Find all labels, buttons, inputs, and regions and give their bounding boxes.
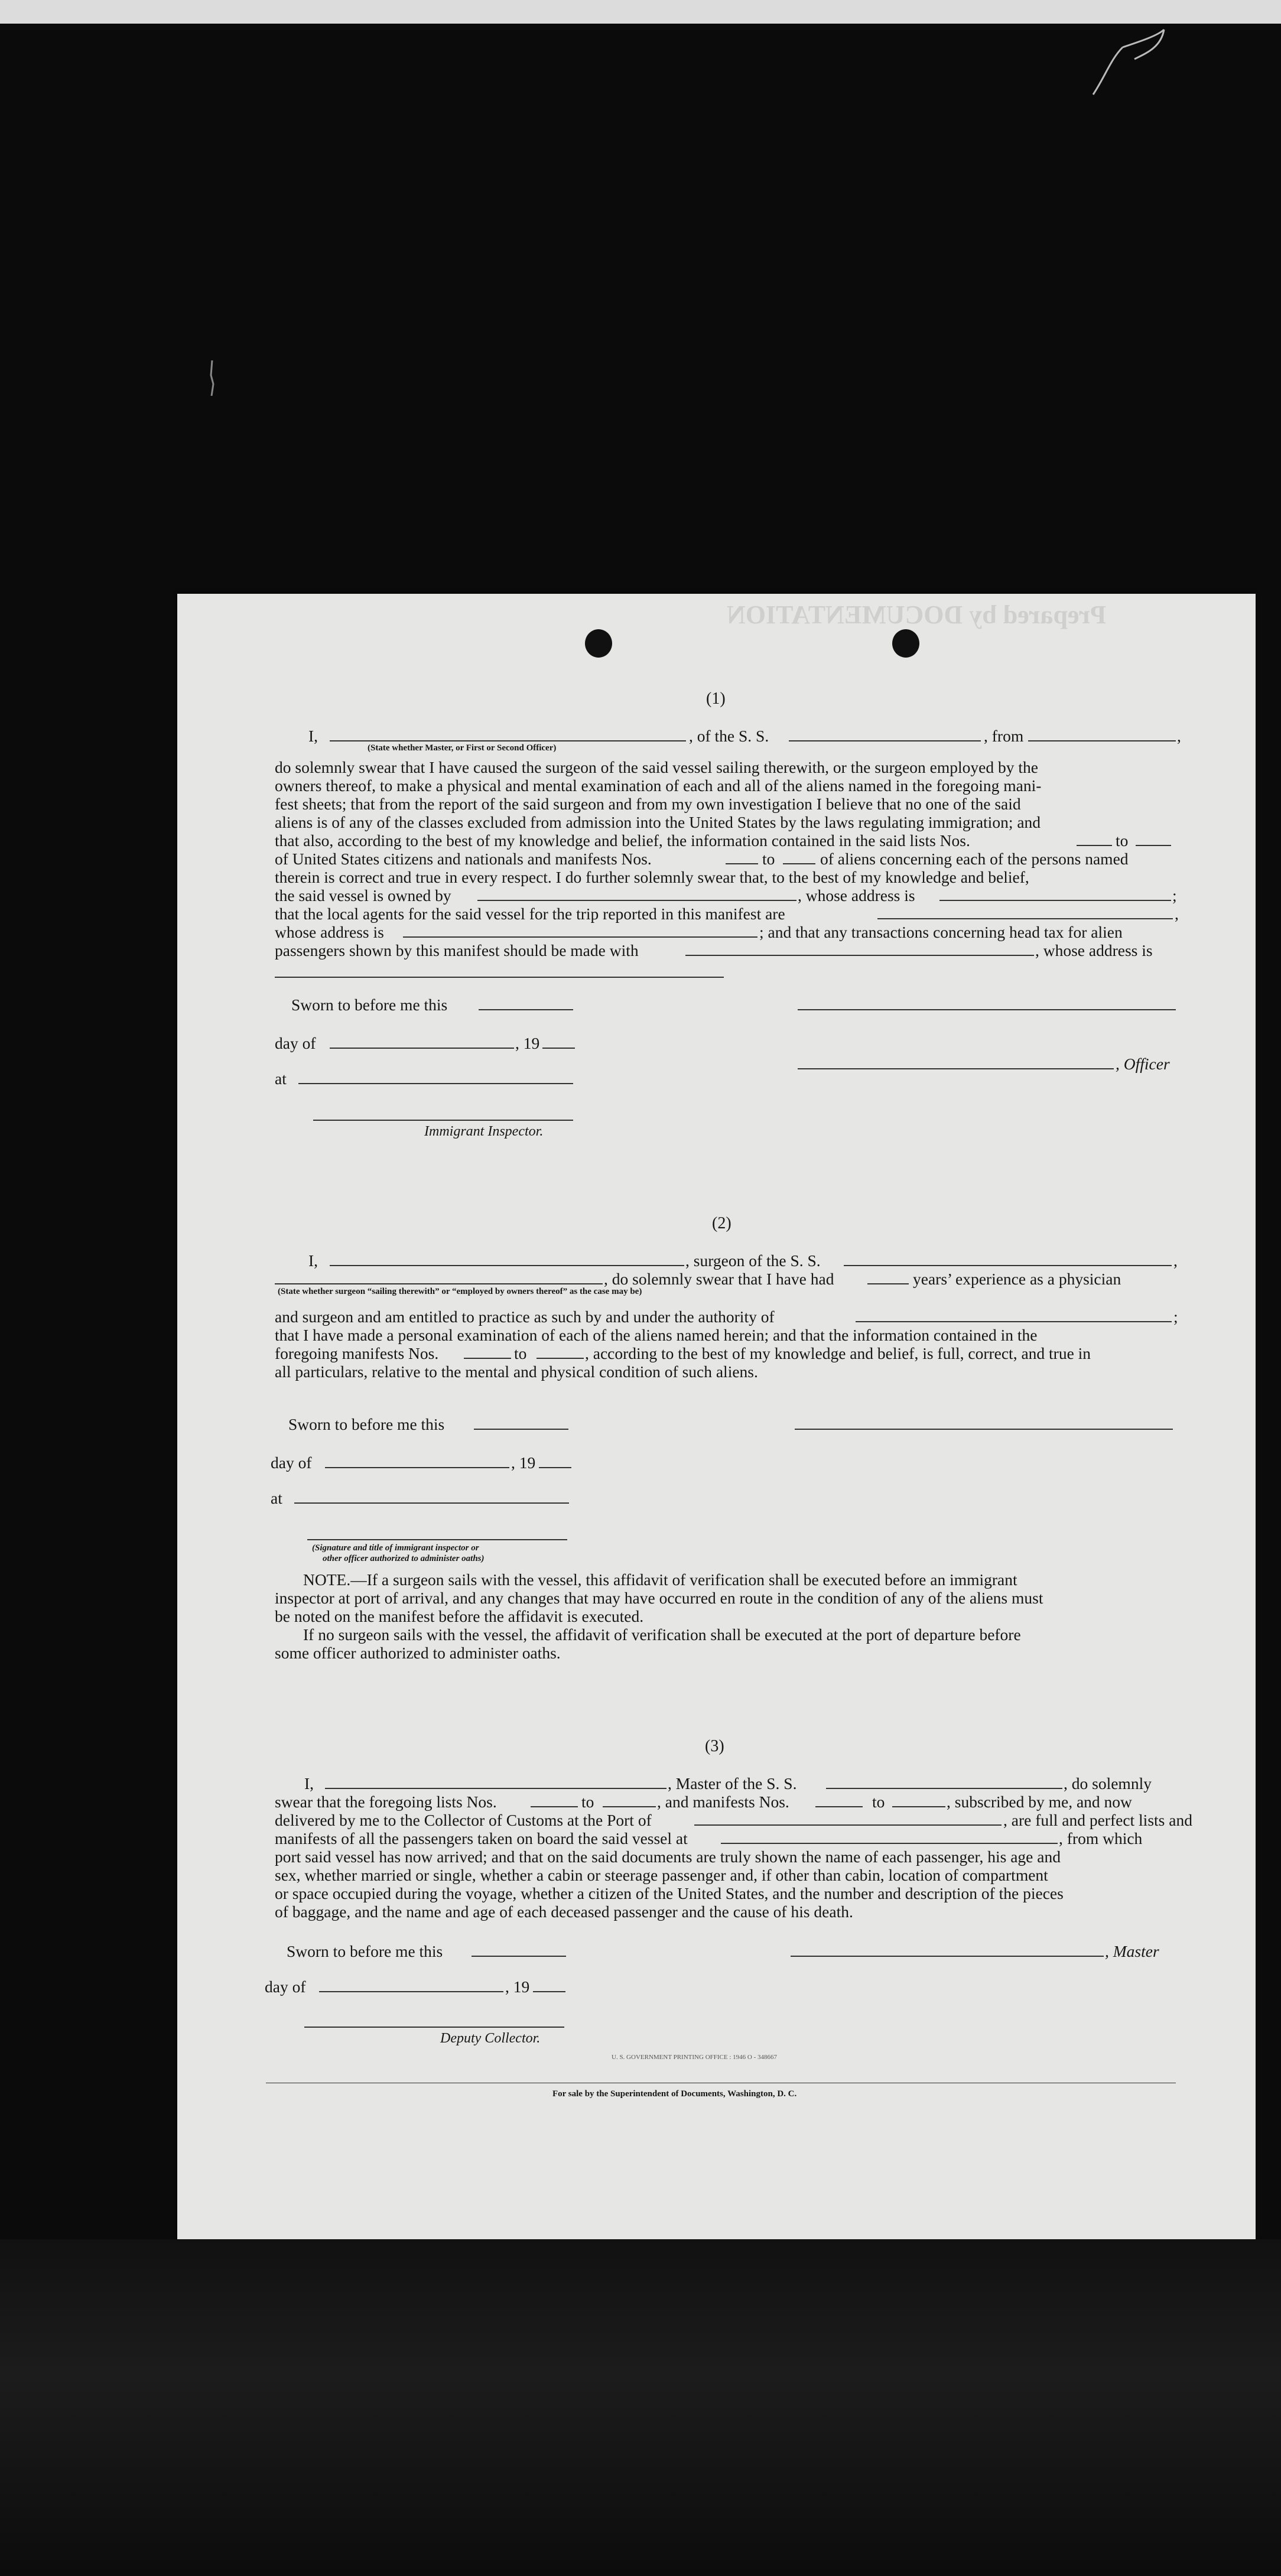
s1-ship-blank bbox=[789, 740, 981, 741]
s1-line-2: owners thereof, to make a physical and mental examination of each and all of the aliens named in the foregoing mani- bbox=[275, 776, 1042, 795]
s1-line-7: therein is correct and true in every respect. I do further solemnly swear that, to the best of my knowledge and belief, bbox=[275, 868, 1029, 886]
s3-port-blank bbox=[694, 1824, 1002, 1826]
s2-line-1: and surgeon and am entitled to practice as such by and under the authority of bbox=[275, 1307, 775, 1326]
s1-officer-blank bbox=[330, 740, 686, 741]
s1-of-ss: , of the S. S. bbox=[689, 727, 769, 745]
punch-hole-right bbox=[892, 629, 919, 658]
s1-i-label: I, bbox=[308, 727, 318, 745]
s3-month-blank bbox=[319, 1991, 503, 1992]
s2-year-blank bbox=[539, 1467, 571, 1468]
s1-line-8: the said vessel is owned by bbox=[275, 886, 451, 905]
s2-sworn-label: Sworn to before me this bbox=[288, 1415, 445, 1433]
s2-sworn-day-blank bbox=[474, 1429, 568, 1430]
s2-surgeon-type-blank bbox=[275, 1283, 603, 1284]
s3-ship-blank bbox=[826, 1788, 1062, 1789]
s1-from: , from bbox=[984, 727, 1024, 745]
s1-year-blank bbox=[542, 1048, 575, 1049]
s2-note-line-1: NOTE.—If a surgeon sails with the vessel, this affidavit of verification shall be executed before an immigrant bbox=[303, 1570, 1017, 1589]
s1-day-of-label: day of bbox=[275, 1034, 316, 1052]
s1-whose-address-2: , whose address is bbox=[1035, 941, 1153, 960]
s1-sworn-day-blank bbox=[479, 1009, 573, 1010]
s2-note-line-2: inspector at port of arrival, and any changes that may have occurred en route in the condition of any of the aliens must bbox=[275, 1589, 1043, 1607]
s3-master-of: , Master of the S. S. bbox=[668, 1774, 797, 1793]
s1-line-11: passengers shown by this manifest should be made with bbox=[275, 941, 639, 960]
s2-place-blank bbox=[294, 1502, 569, 1504]
pen-scribble-mark bbox=[1087, 24, 1170, 106]
s1-line-9: that the local agents for the said vessel for the trip reported in this manifest are bbox=[275, 905, 785, 923]
s2-comma: , bbox=[1173, 1251, 1178, 1270]
s3-deputy-label: Deputy Collector. bbox=[440, 2031, 541, 2046]
s1-year-label: , 19 bbox=[515, 1034, 540, 1052]
s2-year-label: , 19 bbox=[511, 1453, 536, 1472]
s1-officer-note: (State whether Master, or First or Second Officer) bbox=[368, 743, 557, 753]
s1-comma: , bbox=[1177, 727, 1181, 745]
s2-month-blank bbox=[325, 1467, 509, 1468]
s1-at-label: at bbox=[275, 1069, 287, 1088]
s3-and-manifests: , and manifests Nos. bbox=[657, 1793, 789, 1811]
s1-owner-blank bbox=[477, 900, 796, 901]
s2-note-line-4: If no surgeon sails with the vessel, the affidavit of verification shall be executed at the port of departure before bbox=[303, 1625, 1021, 1644]
s3-master-signature-line bbox=[791, 1956, 1104, 1957]
s1-manifest-from-blank bbox=[726, 863, 758, 864]
s3-manifest-from-blank bbox=[815, 1806, 863, 1807]
s3-line-1: swear that the foregoing lists Nos. bbox=[275, 1793, 497, 1811]
s2-ship-blank bbox=[844, 1265, 1172, 1266]
s1-agents-blank bbox=[877, 918, 1173, 919]
s3-sworn-label: Sworn to before me this bbox=[287, 1942, 443, 1960]
section-1-number: (1) bbox=[706, 689, 726, 708]
s1-line-5: that also, according to the best of my knowledge and belief, the information contained in the said lists Nos. bbox=[275, 831, 970, 850]
s2-manifest-from-blank bbox=[464, 1358, 511, 1359]
s3-line-6: or space occupied during the voyage, whether a citizen of the United States, and the number and description of the pieces bbox=[275, 1884, 1064, 1902]
s3-do-solemnly: , do solemnly bbox=[1064, 1774, 1152, 1793]
s2-signature-note-2: other officer authorized to administer oaths) bbox=[323, 1554, 485, 1563]
s3-year-blank bbox=[533, 1991, 565, 1992]
for-sale-imprint: For sale by the Superintendent of Documents, Washington, D. C. bbox=[552, 2089, 797, 2099]
s2-surgeon-signature-line bbox=[795, 1429, 1173, 1430]
s1-lists-from-blank bbox=[1077, 845, 1112, 846]
s1-comma-2: , bbox=[1175, 905, 1179, 923]
s1-line-6: of United States citizens and nationals and manifests Nos. bbox=[275, 850, 652, 868]
s1-inspector-label: Immigrant Inspector. bbox=[424, 1124, 544, 1139]
s2-to: to bbox=[514, 1344, 527, 1362]
section-3-number: (3) bbox=[705, 1737, 724, 1755]
s2-surgeon-of: , surgeon of the S. S. bbox=[685, 1251, 821, 1270]
s1-officer-name-line bbox=[798, 1068, 1114, 1069]
s1-sworn-label: Sworn to before me this bbox=[291, 996, 448, 1014]
s1-whose-address-1: , whose address is bbox=[798, 886, 915, 905]
s1-semicolon-1: ; bbox=[1172, 886, 1177, 905]
s1-officer-label: , Officer bbox=[1116, 1055, 1170, 1073]
s3-to-2: to bbox=[872, 1793, 885, 1811]
section-2-number: (2) bbox=[712, 1214, 731, 1232]
s2-at-label: at bbox=[271, 1489, 282, 1507]
s2-line-3: foregoing manifests Nos. bbox=[275, 1344, 439, 1362]
s2-sworn-had: , do solemnly swear that I have had bbox=[604, 1270, 834, 1288]
s3-lists-to-blank bbox=[603, 1806, 656, 1807]
s3-from-which: , from which bbox=[1059, 1829, 1143, 1848]
s1-manifest-to-blank bbox=[783, 863, 815, 864]
s3-line-3: manifests of all the passengers taken on board the said vessel at bbox=[275, 1829, 688, 1848]
bleed-through-stamp: Prepared by DOCUMENTATION bbox=[727, 600, 1107, 629]
s3-i-label: I, bbox=[304, 1774, 314, 1793]
s3-year-label: , 19 bbox=[505, 1977, 530, 1996]
s2-line-2: that I have made a personal examination of each of the aliens named herein; and that the information contained in the bbox=[275, 1326, 1038, 1344]
s1-owner-address-blank bbox=[939, 900, 1171, 901]
s3-sworn-day-blank bbox=[472, 1956, 566, 1957]
s1-from-blank bbox=[1028, 740, 1176, 741]
s3-line-4: port said vessel has now arrived; and that on the said documents are truly shown the name of each passenger, his age and bbox=[275, 1848, 1061, 1866]
s1-officer-signature-line bbox=[798, 1009, 1176, 1010]
s2-inspector-signature-line bbox=[307, 1539, 567, 1540]
s3-manifest-to-blank bbox=[892, 1806, 945, 1807]
s1-agents-address-blank bbox=[403, 936, 757, 938]
s2-note-line-5: some officer authorized to administer oaths. bbox=[275, 1644, 561, 1662]
s3-collector-signature-line bbox=[304, 2027, 564, 2028]
s3-subscribed: , subscribed by me, and now bbox=[947, 1793, 1132, 1811]
s2-years-blank bbox=[867, 1283, 909, 1284]
s2-authority-blank bbox=[856, 1321, 1172, 1322]
scanner-bottom-area bbox=[0, 2239, 1281, 2576]
s1-head-tax: ; and that any transactions concerning head tax for alien bbox=[759, 923, 1123, 941]
s2-day-of-label: day of bbox=[271, 1453, 312, 1472]
s1-inspector-signature-line bbox=[313, 1120, 573, 1121]
s1-place-blank bbox=[298, 1083, 573, 1084]
s2-surgeon-name-blank bbox=[330, 1265, 684, 1266]
film-scratch-mark bbox=[208, 360, 216, 396]
s2-according: , according to the best of my knowledge and belief, is full, correct, and true in bbox=[585, 1344, 1091, 1362]
s3-master-label: , Master bbox=[1105, 1942, 1159, 1960]
s1-to-aliens: of aliens concerning each of the persons named bbox=[820, 850, 1129, 868]
punch-hole-left bbox=[585, 629, 612, 658]
s1-head-tax-address-blank bbox=[275, 977, 724, 978]
s1-line-4: aliens is of any of the classes excluded from admission into the United States by the laws regulating immigration; and bbox=[275, 813, 1041, 831]
scanner-top-bar bbox=[0, 0, 1281, 24]
s3-master-name-blank bbox=[325, 1788, 666, 1789]
s2-note-line-3: be noted on the manifest before the affidavit is executed. bbox=[275, 1607, 644, 1625]
s2-signature-note-1: (Signature and title of immigrant inspector or bbox=[312, 1543, 479, 1553]
s1-head-tax-agent-blank bbox=[685, 955, 1034, 956]
s1-to-2: to bbox=[762, 850, 775, 868]
s3-full-perfect: , are full and perfect lists and bbox=[1003, 1811, 1192, 1829]
s3-departure-port-blank bbox=[721, 1843, 1058, 1844]
printing-office-imprint: U. S. GOVERNMENT PRINTING OFFICE : 1946 O - 348667 bbox=[612, 2054, 778, 2061]
s3-line-7: of baggage, and the name and age of each deceased passenger and the cause of his death. bbox=[275, 1902, 853, 1921]
s3-line-2: delivered by me to the Collector of Customs at the Port of bbox=[275, 1811, 652, 1829]
s2-manifest-to-blank bbox=[537, 1358, 584, 1359]
s3-day-of-label: day of bbox=[265, 1977, 306, 1996]
s2-semicolon: ; bbox=[1173, 1307, 1178, 1326]
s1-month-blank bbox=[330, 1048, 514, 1049]
s2-surgeon-note: (State whether surgeon “sailing therewith” or “employed by owners thereof” as the case may be) bbox=[278, 1287, 642, 1296]
s3-to-1: to bbox=[581, 1793, 594, 1811]
s3-line-5: sex, whether married or single, whether a cabin or steerage passenger and, if other than cabin, location of compartment bbox=[275, 1866, 1048, 1884]
s1-to-1: to bbox=[1116, 831, 1129, 850]
s2-line-4: all particulars, relative to the mental and physical condition of such aliens. bbox=[275, 1362, 758, 1381]
s2-years-exp: years’ experience as a physician bbox=[913, 1270, 1121, 1288]
s3-lists-from-blank bbox=[531, 1806, 578, 1807]
s1-lists-to-blank bbox=[1136, 845, 1171, 846]
s1-line-3: fest sheets; that from the report of the said surgeon and from my own investigation I believe that no one of the said bbox=[275, 795, 1021, 813]
s1-line-1: do solemnly swear that I have caused the surgeon of the said vessel sailing therewith, or the surgeon employed by the bbox=[275, 758, 1038, 776]
manifest-affidavit-page bbox=[177, 594, 1256, 2245]
s2-i-label: I, bbox=[308, 1251, 318, 1270]
s1-line-10: whose address is bbox=[275, 923, 384, 941]
